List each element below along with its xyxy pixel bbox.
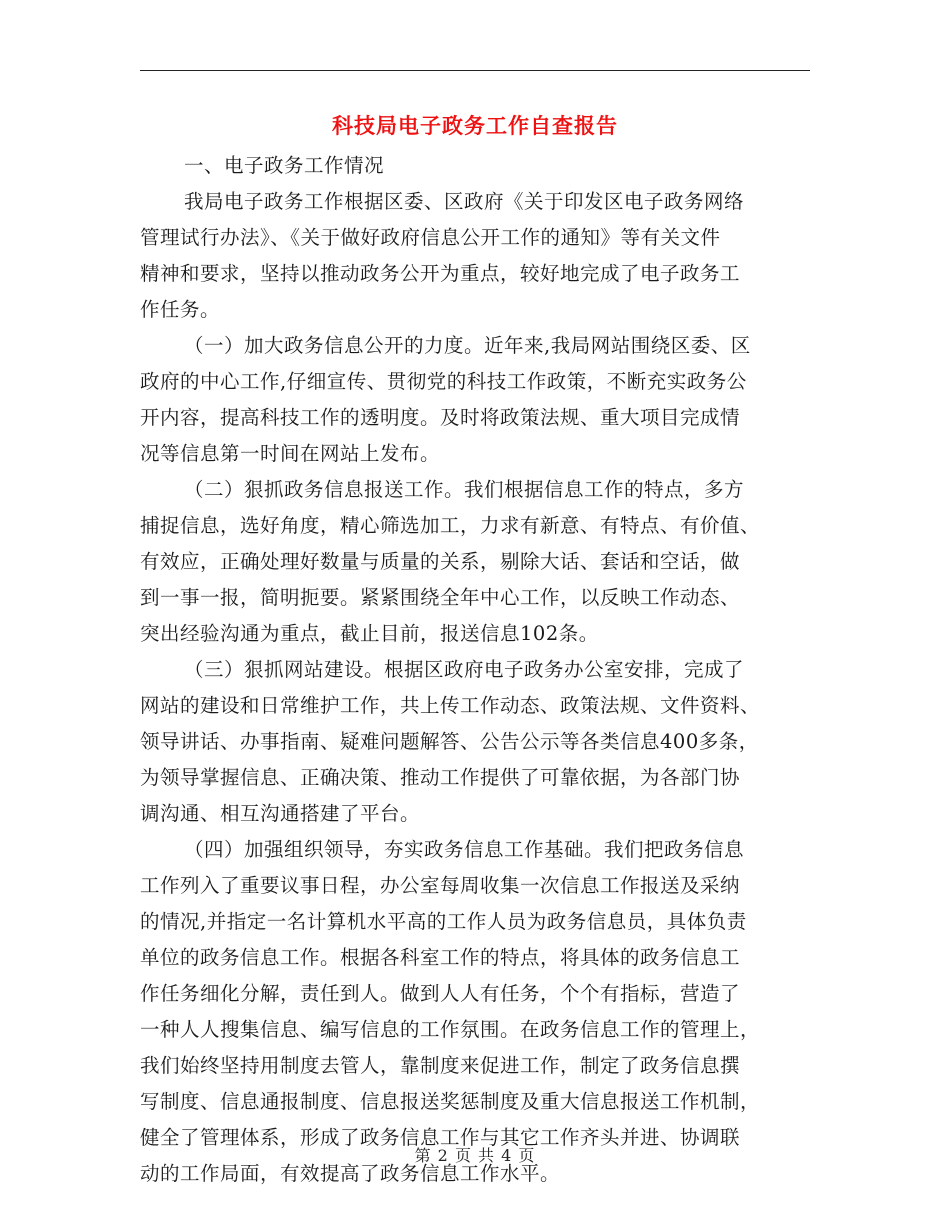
paragraph-line: （一）加大政务信息公开的力度。近年来,我局网站围绕区委、区: [184, 334, 751, 357]
paragraph-line: 管理试行办法》、《关于做好政府信息公开工作的通知》等有关文件: [140, 226, 721, 249]
paragraph-line: 捕捉信息，选好角度，精心筛选加工，力求有新意、有特点、有价值、: [140, 514, 761, 537]
page-number-footer: 第 2 页 共 4 页: [414, 1146, 536, 1165]
paragraph-item-2: [140, 472, 810, 652]
paragraph-line: 为领导掌握信息、正确决策、推动工作提供了可靠依据，为各部门协: [140, 766, 741, 789]
paragraph-line: 政府的中心工作,仔细宣传、贯彻党的科技工作政策，不断充实政务公: [140, 370, 747, 393]
paragraph-line: 作任务。: [140, 298, 221, 321]
paragraph-line: 开内容，提高科技工作的透明度。及时将政策法规、重大项目完成情: [140, 406, 741, 429]
paragraph-line: 我局电子政务工作根据区委、区政府《关于印发区电子政务网络: [184, 190, 745, 213]
paragraph-line: 况等信息第一时间在网站上发布。: [140, 442, 441, 465]
paragraph-line: （三）狠抓网站建设。根据区政府电子政务办公室安排，完成了: [184, 658, 745, 681]
paragraph-line: 精神和要求，坚持以推动政务公开为重点，较好地完成了电子政务工: [140, 262, 741, 285]
paragraph-line: 动的工作局面，有效提高了政务信息工作水平。: [140, 1162, 561, 1185]
paragraph-line: 网站的建设和日常维护工作，共上传工作动态、政策法规、文件资料、: [140, 694, 761, 717]
paragraph-line: 工作列入了重要议事日程，办公室每周收集一次信息工作报送及采纳: [140, 874, 741, 897]
paragraph-intro: [140, 184, 810, 328]
paragraph-item-1: [140, 328, 810, 472]
paragraph-line: 的情况,并指定一名计算机水平高的工作人员为政务信息员，具体负责: [140, 910, 747, 933]
header-rule: [140, 70, 810, 71]
paragraph-line: 写制度、信息通报制度、信息报送奖惩制度及重大信息报送工作机制，: [140, 1090, 761, 1113]
paragraph-line: 我们始终坚持用制度去管人，靠制度来促进工作，制定了政务信息撰: [140, 1054, 741, 1077]
paragraph-line: （二）狠抓政务信息报送工作。我们根据信息工作的特点，多方: [184, 478, 745, 501]
document-body: [140, 148, 810, 1192]
paragraph-line: 突出经验沟通为重点，截止目前，报送信息102条。: [140, 622, 599, 645]
paragraph-item-3: [140, 652, 810, 832]
paragraph-line: 单位的政务信息工作。根据各科室工作的特点，将具体的政务信息工: [140, 946, 741, 969]
paragraph-line: 健全了管理体系，形成了政务信息工作与其它工作齐头并进、协调联: [140, 1126, 741, 1149]
paragraph-line: 作任务细化分解，责任到人。做到人人有任务，个个有指标，营造了: [140, 982, 741, 1005]
paragraph-line: 一种人人搜集信息、编写信息的工作氛围。在政务信息工作的管理上，: [140, 1018, 761, 1041]
paragraph-line: 有效应，正确处理好数量与质量的关系，剔除大话、套话和空话，做: [140, 550, 741, 573]
paragraph-line: 到一事一报，简明扼要。紧紧围绕全年中心工作，以反映工作动态、: [140, 586, 741, 609]
paragraph-line: 领导讲话、办事指南、疑难问题解答、公告公示等各类信息400多条，: [140, 730, 759, 753]
paragraph-line: （四）加强组织领导，夯实政务信息工作基础。我们把政务信息: [184, 838, 745, 861]
document-title: 科技局电子政务工作自查报告: [332, 113, 618, 138]
paragraph-line: 调沟通、相互沟通搭建了平台。: [140, 802, 421, 825]
section-heading: 一、电子政务工作情况: [184, 154, 385, 177]
paragraph-item-4: [140, 832, 810, 1192]
